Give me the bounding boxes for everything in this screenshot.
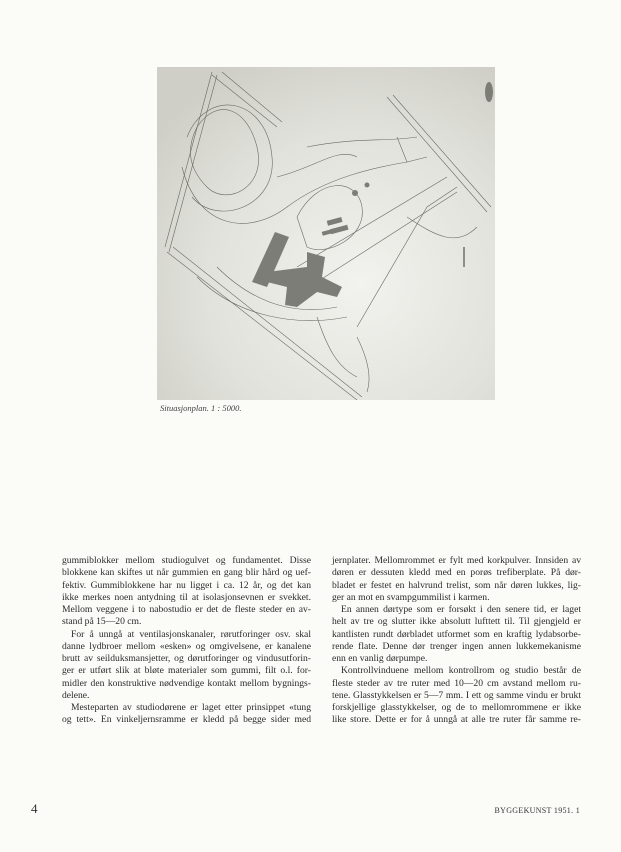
left-text-column <box>62 555 311 727</box>
text-line: En annen dørtype som er forsøkt i den senere tid, er laget <box>341 604 581 615</box>
text-line: fleste steder av tre ruter med 10—20 cm avstand mellom ru- <box>332 677 581 689</box>
text-line: og tett». En vinkeljernsramme er kledd på begge sider med <box>62 714 311 726</box>
text-line: ger an mot en svampgummilist i karmen. <box>332 591 490 603</box>
text-line: gummiblokker mellom studiogulvet og fundamentet. Disse <box>62 555 311 566</box>
text-line: fektiv. Gummiblokkene har nu ligget i ca. 12 år, og det kan <box>62 579 311 591</box>
text-line: rende flate. Denne dør trenger ingen annen lukkemekanisme <box>332 640 581 652</box>
journal-footer: BYGGEKUNST 1951. 1 <box>494 806 580 815</box>
text-line: tene. Glasstykkelsen er 5—7 mm. I ett og samme vindu er brukt <box>332 689 581 701</box>
text-line: jernplater. Mellomrommet er fylt med korkpulver. Innsiden av <box>332 555 581 566</box>
page-number: 4 <box>31 801 38 816</box>
text-line: For å unngå at ventilasjonskanaler, rørutforinger osv. skal <box>71 628 311 640</box>
text-line: Kontrollvinduene mellom kontrollrom og studio består de <box>341 665 581 677</box>
text-line: brutt av seilduksmansjetter, og dørutforinger og vindusutforin- <box>62 653 311 664</box>
right-text-column <box>332 555 581 727</box>
text-line: bladet er festet en halvrund trelist, som når døren lukkes, lig- <box>332 579 581 591</box>
text-line: like store. Dette er for å unngå at alle tre ruter får samme re- <box>332 714 581 726</box>
text-line: blokkene kan skiftes ut når gummien en gang blir hård og uef- <box>62 567 311 579</box>
text-line: Mellom veggene i to nabostudio er det de fleste steder en av- <box>62 604 311 615</box>
text-line: stand på 15—20 cm. <box>62 616 142 628</box>
text-line: Mesteparten av studiodørene er laget etter prinsippet «tung <box>71 702 311 713</box>
text-line: ikke merkes noen antydning til at isolasjonsevnen er svekket. <box>62 591 311 603</box>
figure-caption: Situasjonplan. 1 : 5000. <box>160 403 242 413</box>
site-plan-image <box>157 67 495 400</box>
text-line: forskjellige glasstykkelser, og de to mellomrommene er ikke <box>332 702 581 713</box>
text-line: danne lydbroer mellom «esken» og omgivelsene, er kanalene <box>62 640 311 652</box>
text-line: døren er dessuten kledd med en porøs trefiberplate. På dør- <box>332 567 581 579</box>
text-line: delene. <box>62 689 90 701</box>
text-line: kantlisten rundt dørbladet utformet som en kraftig lydabsorbe- <box>332 628 581 640</box>
text-line: ger er utført slik at bløte materialer som gummi, filt o.l. for- <box>62 665 311 677</box>
text-line: helt av tre og slutter ikke absolutt lufttett til. Til gjengjeld er <box>332 616 581 628</box>
text-line: midler den konstruktive nødvendige kontakt mellom bygnings- <box>62 677 311 689</box>
text-line: enn en vanlig dørpumpe. <box>332 653 428 664</box>
